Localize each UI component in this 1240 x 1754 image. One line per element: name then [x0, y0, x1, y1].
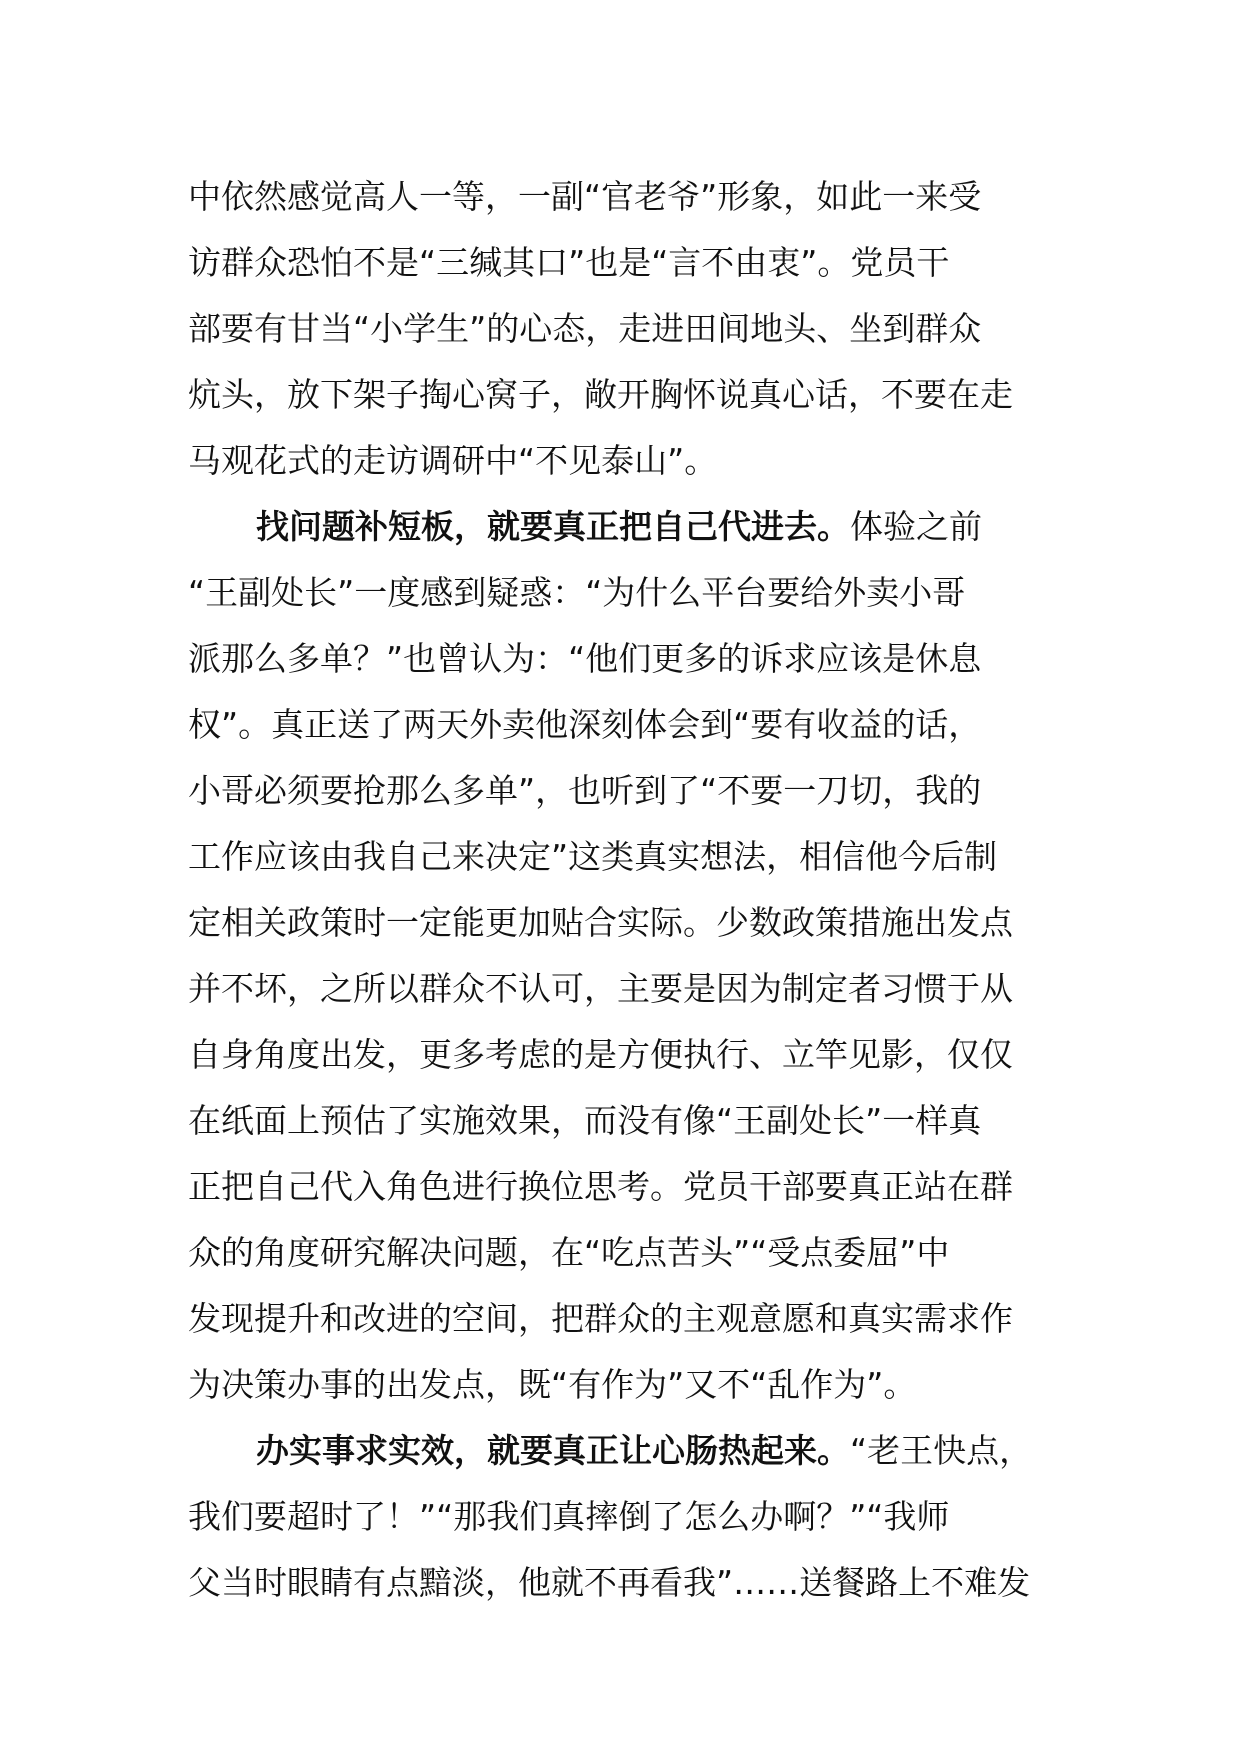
text-line-4: 炕头，放下架子掏心窝子，敞开胸怀说真心话，不要在走	[188, 375, 1013, 414]
paragraph-3-first-line-rest: “老王快点，	[850, 1431, 1033, 1470]
paragraph-3-first-line	[188, 1418, 1088, 1484]
paragraph-3-line: 我们要超时了！”“那我们真摔倒了怎么办啊？”“我师	[188, 1497, 950, 1536]
text-line-3: 部要有甘当“小学生”的心态，走进田间地头、坐到群众	[188, 309, 982, 348]
paragraph-2-first-line	[188, 494, 1088, 560]
document-body	[188, 164, 1088, 1616]
paragraph-2-line: 众的角度研究解决问题，在“吃点苦头”“受点委屈”中	[188, 1233, 950, 1272]
paragraph-2-line: 正把自己代入角色进行换位思考。党员干部要真正站在群	[188, 1167, 1013, 1206]
paragraph-3-heading: 办实事求实效，就要真正让心肠热起来。	[256, 1431, 850, 1470]
paragraph-2-line: 派那么多单？”也曾认为：“他们更多的诉求应该是休息	[188, 639, 982, 678]
paragraph-2-line: 在纸面上预估了实施效果，而没有像“王副处长”一样真	[188, 1101, 982, 1140]
paragraph-2-line: 为决策办事的出发点，既“有作为”又不“乱作为”。	[188, 1365, 917, 1404]
paragraph-2-line: 工作应该由我自己来决定”这类真实想法，相信他今后制	[188, 837, 998, 876]
paragraph-2-line: 小哥必须要抢那么多单”，也听到了“不要一刀切，我的	[188, 771, 982, 810]
text-line-5: 马观花式的走访调研中“不见泰山”。	[188, 441, 718, 480]
paragraph-2-line: “王副处长”一度感到疑惑：“为什么平台要给外卖小哥	[188, 573, 966, 612]
paragraph-2-line: 自身角度出发，更多考虑的是方便执行、立竿见影，仅仅	[188, 1035, 1013, 1074]
text-line-1: 中依然感觉高人一等，一副“官老爷”形象，如此一来受	[188, 177, 982, 216]
paragraph-2-first-line-rest: 体验之前	[850, 507, 982, 546]
paragraph-3-line: 父当时眼睛有点黯淡，他就不再看我”……送餐路上不难发	[188, 1563, 1031, 1602]
paragraph-2-line: 定相关政策时一定能更加贴合实际。少数政策措施出发点	[188, 903, 1013, 942]
text-line-2: 访群众恐怕不是“三缄其口”也是“言不由衷”。党员干	[188, 243, 950, 282]
paragraph-2-heading: 找问题补短板，就要真正把自己代进去。	[256, 507, 850, 546]
paragraph-2-line: 并不坏，之所以群众不认可，主要是因为制定者习惯于从	[188, 969, 1013, 1008]
paragraph-2-line: 发现提升和改进的空间，把群众的主观意愿和真实需求作	[188, 1299, 1013, 1338]
paragraph-2-line: 权”。真正送了两天外卖他深刻体会到“要有收益的话，	[188, 705, 982, 744]
